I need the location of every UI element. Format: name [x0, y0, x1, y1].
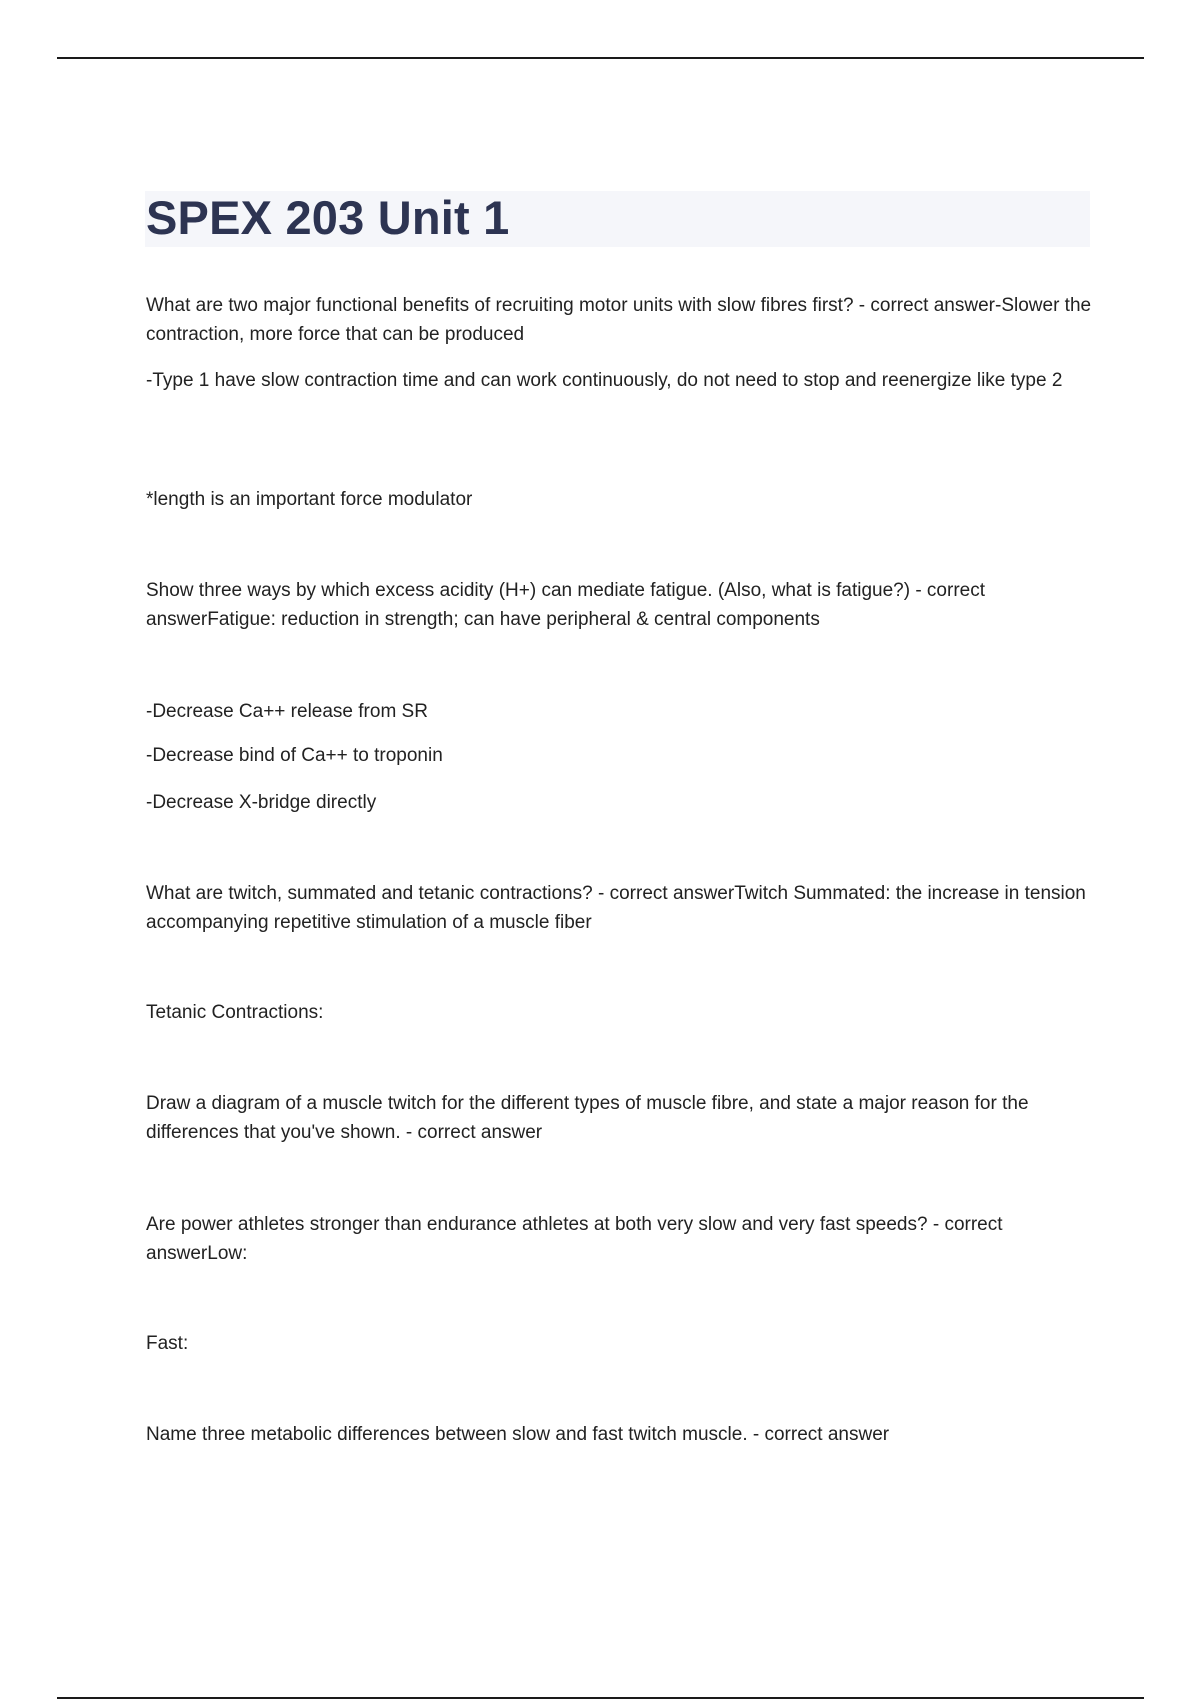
paragraph-decrease-ca-release: -Decrease Ca++ release from SR — [146, 701, 428, 722]
top-rule — [57, 57, 1144, 59]
paragraph-fast: Fast: — [146, 1333, 189, 1354]
paragraph-q4: Draw a diagram of a muscle twitch for the different types of muscle fibre, and state a major reason for the differences that you've shown. - correct answer — [146, 1093, 1029, 1143]
paragraph-q2: Show three ways by which excess acidity (H+) can mediate fatigue. (Also, what is fatigue?) - correct answerFatigue: reduction in strength; can have peripheral & central components — [146, 580, 985, 630]
paragraph-q6: Name three metabolic differences between slow and fast twitch muscle. - correct answer — [146, 1424, 890, 1445]
paragraph-type1: -Type 1 have slow contraction time and can work continuously, do not need to stop and reenergize like type 2 — [146, 370, 1063, 391]
paragraph-q5: Are power athletes stronger than endurance athletes at both very slow and very fast speeds? - correct answerLow: — [146, 1214, 1003, 1264]
paragraph-decrease-ca-bind: -Decrease bind of Ca++ to troponin — [146, 745, 443, 766]
paragraph-q1: What are two major functional benefits of recruiting motor units with slow fibres first? - correct answer-Slower the contraction, more force that can be produced — [146, 295, 1092, 345]
paragraph-decrease-xbridge: -Decrease X-bridge directly — [146, 792, 377, 813]
paragraph-length-note: *length is an important force modulator — [146, 489, 473, 510]
paragraph-q3: What are twitch, summated and tetanic contractions? - correct answerTwitch Summated: the increase in tension accompanying repetitive stimulation of a muscle fiber — [146, 883, 1086, 933]
bottom-rule — [57, 1697, 1144, 1699]
document-title: SPEX 203 Unit 1 — [146, 191, 510, 244]
paragraph-tetanic: Tetanic Contractions: — [146, 1002, 324, 1023]
